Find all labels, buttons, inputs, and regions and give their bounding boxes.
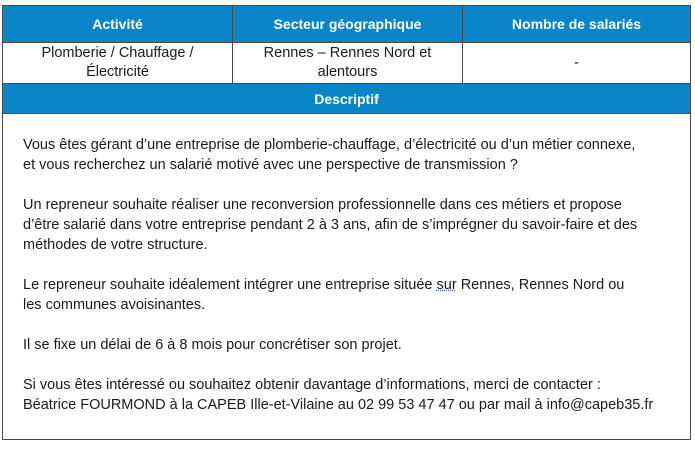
cell-activite bbox=[3, 43, 233, 84]
activite-line-1: Plomberie / Chauffage / bbox=[41, 45, 194, 61]
activite-line-2: Électricité bbox=[86, 64, 149, 80]
header-salaries-label: Nombre de salariés bbox=[511, 16, 642, 32]
descriptif-title: Descriptif bbox=[314, 90, 379, 107]
header-secteur bbox=[233, 6, 463, 43]
secteur-line-2: alentours bbox=[317, 64, 378, 80]
p3-line-1-start: Le repreneur souhaite idéalement intégrer une entreprise située bbox=[23, 277, 437, 293]
cell-secteur bbox=[233, 43, 463, 84]
header-secteur-label: Secteur géographique bbox=[273, 16, 422, 32]
header-activite bbox=[3, 6, 233, 43]
descriptif-header bbox=[3, 84, 691, 114]
data-row bbox=[3, 43, 691, 84]
p5-line-2: Béatrice FOURMOND à la CAPEB Ille-et-Vilaine au 02 99 53 47 47 ou par mail à info@capeb35.fr bbox=[23, 397, 654, 413]
descriptif-header-row bbox=[3, 84, 691, 114]
descriptif-text bbox=[3, 114, 690, 415]
offer-table bbox=[2, 5, 691, 440]
secteur-line-1: Rennes – Rennes Nord et bbox=[263, 45, 432, 61]
p2-line-2: d’être salarié dans votre entreprise pendant 2 à 3 ans, afin de s’imprégner du savoir-faire et des bbox=[23, 217, 638, 233]
header-activite-label: Activité bbox=[92, 16, 143, 32]
paragraph-3 bbox=[23, 275, 676, 315]
p4-line: Il se fixe un délai de 6 à 8 mois pour concrétiser son projet. bbox=[23, 337, 402, 353]
p5-line-1: Si vous êtes intéressé ou souhaitez obtenir davantage d’informations, merci de contacter : bbox=[23, 377, 601, 393]
paragraph-1 bbox=[23, 135, 676, 175]
p3-line-1-end: Rennes, Rennes Nord ou bbox=[456, 277, 625, 293]
descriptif-body-row bbox=[3, 114, 691, 440]
p1-line-2: et vous recherchez un salarié motivé avec une perspective de transmission ? bbox=[23, 157, 518, 173]
p3-line-2: les communes avoisinantes. bbox=[23, 297, 206, 313]
p1-line-1: Vous êtes gérant d’une entreprise de plomberie-chauffage, d’électricité ou d’un métier connexe, bbox=[23, 137, 636, 153]
header-row bbox=[3, 6, 691, 43]
descriptif-body bbox=[3, 114, 691, 440]
paragraph-2 bbox=[23, 195, 676, 255]
cell-salaries bbox=[463, 43, 691, 84]
paragraph-4 bbox=[23, 335, 676, 355]
p3-spellcheck-word: sur bbox=[436, 277, 457, 293]
p2-line-3: méthodes de votre structure. bbox=[23, 237, 208, 253]
header-salaries bbox=[463, 6, 691, 43]
paragraph-5 bbox=[23, 375, 676, 415]
salaries-value: - bbox=[574, 54, 579, 71]
p2-line-1: Un repreneur souhaite réaliser une reconversion professionnelle dans ces métiers et propose bbox=[23, 197, 622, 213]
